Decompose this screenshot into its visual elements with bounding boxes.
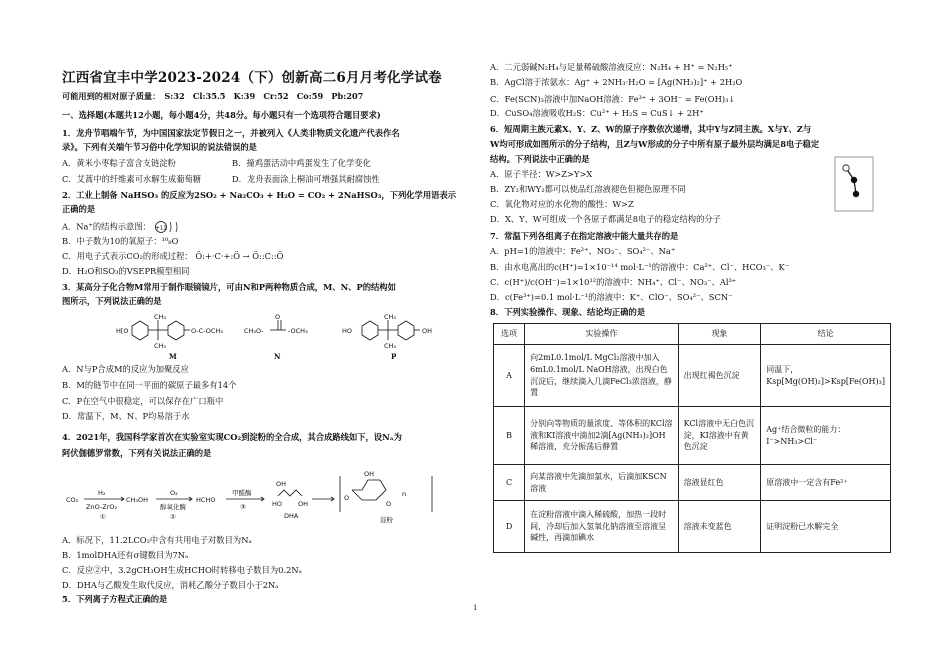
row-operation: 向某溶液中先滴加氯水，后滴加KSCN溶液 xyxy=(525,465,679,501)
q7-option-c: C．c(H⁺)/c(OH⁻)=1×10¹²的溶液中：NH₄⁺、Cl⁻、NO₃⁻、Al³⁺ xyxy=(490,277,737,287)
q4-starch: 淀粉 xyxy=(380,516,393,524)
q2-option-c xyxy=(62,251,283,262)
q8-table-header xyxy=(494,324,891,345)
q1-options-ab xyxy=(62,158,371,169)
q8-table xyxy=(493,323,891,553)
svg-text:n: n xyxy=(402,490,407,498)
q7-stem: 7．常温下列各组离子在指定溶液中能大量共存的是 xyxy=(490,231,679,241)
q6-option-a: A．原子半径：W>Z>Y>X xyxy=(490,169,593,179)
svg-text:CH₃: CH₃ xyxy=(384,313,397,321)
q4-cat2: 醇氧化酶 xyxy=(160,503,186,511)
q1-option-a: A．黄米小枣粽子富含支链淀粉 xyxy=(62,158,176,168)
table-row xyxy=(494,407,891,465)
svg-text:CH₃: CH₃ xyxy=(154,342,167,350)
q4-option-d: D．DHA与乙酸发生取代反应，消耗乙酸分子数目小于2Nₐ xyxy=(62,580,279,590)
svg-text:CH₃: CH₃ xyxy=(384,342,397,350)
q4-o2: O₂ xyxy=(170,489,178,497)
q8-header-operation: 实验操作 xyxy=(525,324,679,345)
q4-option-a: A．标况下，11.2LCO₂中含有共用电子对数目为Nₐ xyxy=(62,535,252,545)
q4-co2: CO₂ xyxy=(66,496,79,504)
q2-option-a xyxy=(62,220,188,234)
atomic-masses: 可能用到的相对原子质量： S:32 Cl:35.5 K:39 Cr:52 Co:59 Pb:207 xyxy=(62,91,364,101)
row-phenomenon: 溶液显红色 xyxy=(678,465,761,501)
svg-text:+11: +11 xyxy=(154,225,167,232)
svg-text:CH₃O-: CH₃O- xyxy=(244,327,264,335)
row-conclusion: 原溶液中一定含有Fe²⁺ xyxy=(761,465,891,501)
q3-stem-1: 3．某高分子化合物M常用于制作眼镜镜片，可由N和P两种物质合成，M、N、P的结构如 xyxy=(62,282,396,292)
svg-text:H[O: H[O xyxy=(116,327,129,335)
q6-molecule-figure xyxy=(834,156,874,212)
q3-option-a: A．N与P合成M的反应为加聚反应 xyxy=(62,364,189,374)
q2-stem-1: 2．工业上制备 NaHSO₃ 的反应为2SO₂ + Na₂CO₃ + H₂O = CO₂ + 2NaHSO₃，下列化学用语表示 xyxy=(62,190,457,200)
table-row xyxy=(494,345,891,407)
q4-option-b: B．1molDHA还有σ键数目为7Nₐ xyxy=(62,550,189,560)
q3-option-b: B．M的链节中在同一平面的碳原子最多有14个 xyxy=(62,380,237,390)
row-conclusion: 证明淀粉已水解完全 xyxy=(761,501,891,553)
q2-option-c-formula: Ö:+·C·+:Ö → Ö::C::Ö xyxy=(195,251,284,261)
q4-stem-1: 4．2021年，我国科学家首次在实验室实现CO₂到淀粉的全合成，其合成路线如下，设Nₐ为 xyxy=(62,432,402,442)
q4-hcho: HCHO xyxy=(196,496,216,504)
q4-step1: ① xyxy=(100,513,106,521)
row-phenomenon: 溶液未变蓝色 xyxy=(678,501,761,553)
row-operation: 向2mL0.1mol/L MgCl₂溶液中加入6mL0.1mol/L NaOH溶液，出现白色沉淀后，继续滴入几滴FeCl₃浓溶液，静置 xyxy=(525,345,679,407)
q3-stem-2: 图所示，下列说法正确的是 xyxy=(62,296,162,306)
row-conclusion: Ag⁺结合微粒的能力：I⁻>NH₃>Cl⁻ xyxy=(761,407,891,465)
q5-option-a: A．二元弱碱N₂H₄与足量稀硫酸溶液反应：N₂H₄ + H⁺ = N₂H₅⁺ xyxy=(490,62,733,72)
q2-option-c-text: C．用电子式表示CO₂的形成过程： xyxy=(62,251,193,261)
row-option: C xyxy=(494,465,525,501)
svg-text:O: O xyxy=(275,313,281,321)
q5-stem: 5．下列离子方程式正确的是 xyxy=(62,594,168,604)
q2-option-a-text: A．Na⁺的结构示意图： xyxy=(62,221,151,232)
q3-label-p: P xyxy=(391,352,397,361)
q4-option-c: C．反应②中，3.2gCH₃OH生成HCHO时转移电子数目为0.2Nₐ xyxy=(62,565,302,575)
row-conclusion: 同温下，Ksp[Mg(OH)₂]>Ksp[Fe(OH)₃] xyxy=(761,345,891,407)
q3-label-n: N xyxy=(274,352,281,361)
svg-text:O: O xyxy=(344,494,350,502)
q4-stem-2: 阿伏伽德罗常数，下列有关说法正确的是 xyxy=(62,448,212,458)
q4-cat1: ZnO-ZrO₂ xyxy=(86,503,118,511)
q5-option-b: B．AgCl溶于浓氨水：Ag⁺ + 2NH₃·H₂O = [Ag(NH₃)₂]⁺ + 2H₂O xyxy=(490,77,743,87)
svg-text:CH₃: CH₃ xyxy=(154,313,167,321)
q7-option-d: D．c(Fe³⁺)=0.1 mol·L⁻¹的溶液中：K⁺、ClO⁻、SO₄²⁻、SCN⁻ xyxy=(490,292,733,302)
q6-stem-3: 结构。下列说法中正确的是 xyxy=(490,154,590,164)
q7-option-a: A．pH=1的溶液中：Fe²⁺、NO₃⁻、SO₄²⁻、Na⁺ xyxy=(490,246,676,256)
q1-stem-1: 1．龙舟节唱端午节，为中国国家法定节假日之一，并被列入《人类非物质文化遗产代表作名 xyxy=(62,128,400,138)
q6-option-c: C．氧化物对应的水化物的酸性：W>Z xyxy=(490,199,634,209)
q1-option-d: D．龙舟表面涂上桐油可增强其耐腐蚀性 xyxy=(232,174,380,184)
q8-header-conclusion: 结论 xyxy=(761,324,891,345)
svg-text:O-C-OCH₃: O-C-OCH₃ xyxy=(191,327,223,335)
q4-h2: H₂ xyxy=(98,489,106,497)
row-operation: 分别向等物质的量浓度、等体积的KCl溶液和KI溶液中滴加2滴[Ag(NH₃)₂]OH稀溶液，充分振荡后静置 xyxy=(525,407,679,465)
section-heading: 一、选择题(本题共12小题，每小题4分，共48分。每小题只有一个选项符合题目要求) xyxy=(62,110,381,120)
q1-option-c: C．艾蒿中的纤维素可水解生成葡萄糖 xyxy=(62,174,202,184)
q2-stem-2: 正确的是 xyxy=(62,204,96,214)
q2-option-b: B．中子数为10的氧原子：¹⁰₈O xyxy=(62,236,179,246)
q6-option-b: B．ZY₂和WY₂都可以使品红溶液褪色但褪色原理不同 xyxy=(490,184,686,194)
q8-stem: 8．下列实验操作、现象、结论均正确的是 xyxy=(490,307,646,317)
q4-dha: DHA xyxy=(284,512,299,520)
table-row xyxy=(494,501,891,553)
svg-text:OH: OH xyxy=(276,480,287,488)
q1-options-cd xyxy=(62,174,380,185)
q5-option-c: C．Fe(SCN)₃溶液中加NaOH溶液：Fe³⁺ + 3OH⁻ = Fe(OH)₃↓ xyxy=(490,94,736,104)
svg-text:OH: OH xyxy=(298,500,309,508)
q4-step3: ③ xyxy=(240,503,246,511)
q4-enzyme3: 甲醛酶 xyxy=(232,489,252,497)
row-phenomenon: 出现红褐色沉淀 xyxy=(678,345,761,407)
svg-text:HO: HO xyxy=(272,500,283,508)
svg-text:OH: OH xyxy=(422,327,433,335)
q4-step2: ② xyxy=(170,513,176,521)
page-number: 1 xyxy=(473,604,478,612)
svg-text:HO: HO xyxy=(342,327,353,335)
q8-header-option: 选项 xyxy=(494,324,525,345)
row-phenomenon: KCl溶液中无白色沉淀，KI溶液中有黄色沉淀 xyxy=(678,407,761,465)
q1-option-b: B．撞鸡蛋活动中鸡蛋发生了化学变化 xyxy=(232,158,371,168)
q6-stem-1: 6．短周期主族元素X、Y、Z、W的原子序数依次递增，其中Y与Z同主族。X与Y、Z与 xyxy=(490,124,812,134)
q6-stem-2: W均可形成如图所示的分子结构，且Z与W形成的分子中所有原子最外层均满足8电子稳定 xyxy=(490,139,820,149)
exam-title: 江西省宜丰中学2023-2024（下）创新高二6月月考化学试卷 xyxy=(62,70,442,86)
row-operation: 在淀粉溶液中滴入稀硫酸，加热一段时间，冷却后加入氢氧化钠溶液至溶液呈碱性，再滴加碘水 xyxy=(525,501,679,553)
q7-option-b: B．由水电离出的c(H⁺)=1×10⁻¹⁴ mol·L⁻¹的溶液中：Ca²⁺、Cl⁻、HCO₃⁻、K⁻ xyxy=(490,262,790,272)
svg-text:-OCH₃: -OCH₃ xyxy=(288,327,308,335)
q4-ch3oh: CH₃OH xyxy=(126,496,149,504)
row-option: A xyxy=(494,345,525,407)
row-option: B xyxy=(494,407,525,465)
svg-text:OH: OH xyxy=(364,470,375,478)
q3-option-c: C．P在空气中很稳定，可以保存在广口瓶中 xyxy=(62,396,224,406)
sodium-ion-diagram-icon xyxy=(154,220,188,234)
q2-option-d: D．H₂O和SO₃的VSEPR模型相同 xyxy=(62,266,190,276)
q1-stem-2: 录》。下列有关端午节习俗中化学知识的说法错误的是 xyxy=(62,142,257,152)
q6-option-d: D．X、Y、W可组成一个各原子都满足8电子的稳定结构的分子 xyxy=(490,214,721,224)
svg-text:O: O xyxy=(386,500,392,508)
q3-label-m: M xyxy=(169,352,177,361)
row-option: D xyxy=(494,501,525,553)
q3-option-d: D．常温下，M、N、P均易溶于水 xyxy=(62,411,190,421)
q5-option-d: D．CuSO₄溶液吸收H₂S：Cu²⁺ + H₂S = CuS↓ + 2H⁺ xyxy=(490,108,704,118)
table-row xyxy=(494,465,891,501)
q8-header-phenomenon: 现象 xyxy=(678,324,761,345)
q3-structures-image xyxy=(92,312,442,362)
q4-synthesis-route-image xyxy=(62,466,462,526)
